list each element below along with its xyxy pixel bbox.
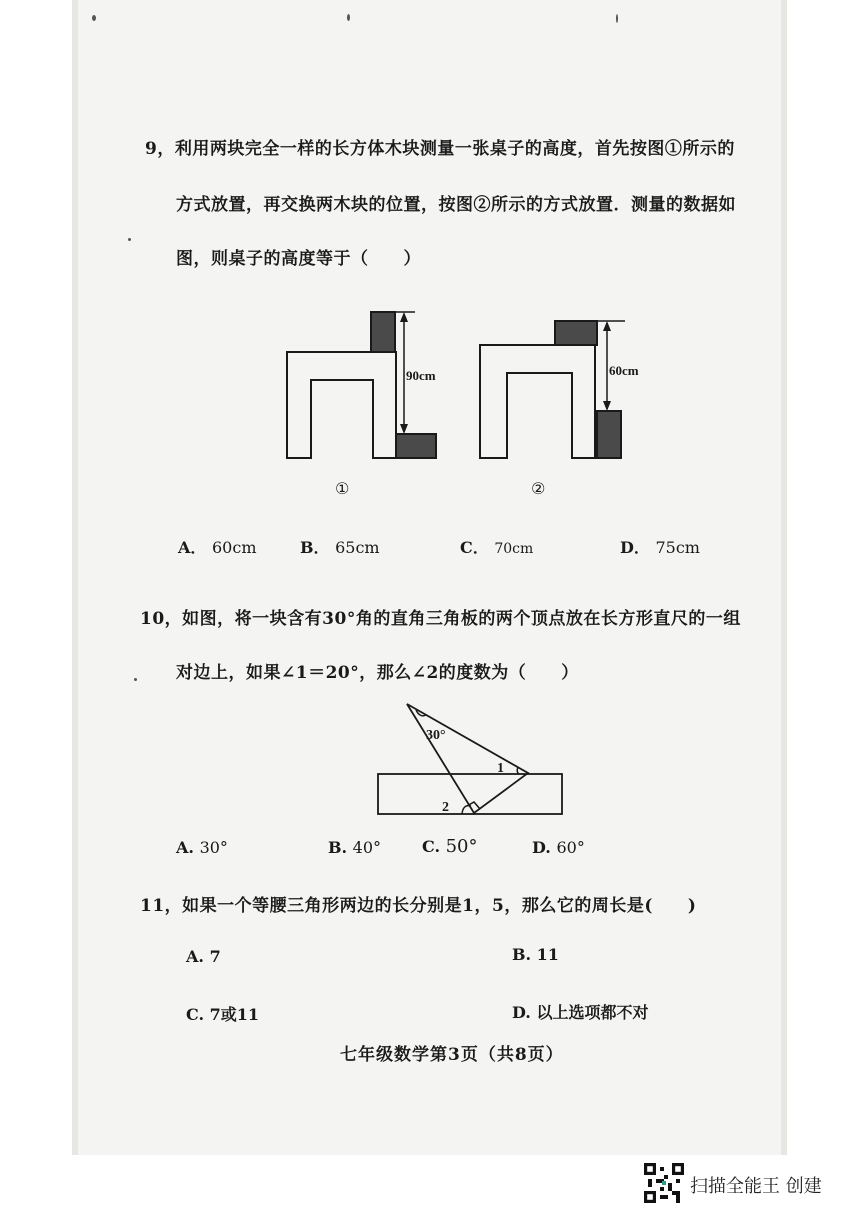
q9-figure (275, 300, 665, 510)
page-footer: 七年级数学第3页（共8页） (340, 1045, 564, 1065)
q10-option-b: B. 40° (328, 838, 382, 857)
fig1-arrowhead-up (400, 312, 408, 322)
angle-30-label: 30° (426, 728, 446, 743)
q11-option-a: A. 7 (186, 947, 221, 966)
scan-speck (616, 14, 618, 23)
fig2-arrowhead-up (603, 321, 611, 331)
qr-code-icon (644, 1163, 684, 1203)
fig1-block-bottom (396, 434, 436, 458)
fig1-arrowhead-down (400, 424, 408, 434)
fig1-block-top (371, 312, 395, 352)
page-edge-left (72, 0, 78, 1155)
q9-option-b: B． 65cm (300, 538, 380, 557)
set-square (407, 704, 528, 813)
fig1-label: ① (335, 479, 350, 498)
fig2-label: ② (531, 479, 546, 498)
fig2-measure-label: 60cm (609, 363, 639, 378)
q9-option-a: A． 60cm (178, 538, 257, 557)
scan-speck (92, 15, 96, 21)
q9-option-d: D． 75cm (620, 538, 700, 557)
q10-option-d: D. 60° (532, 838, 585, 857)
q11-option-d: D. 以上选项都不对 (512, 1003, 649, 1022)
q9-option-c: C． 70cm (460, 538, 534, 557)
page-edge-right (781, 0, 787, 1155)
fig2-block-top (555, 321, 597, 345)
fig1-table (287, 352, 396, 458)
q11-text-line1: 11，如果一个等腰三角形两边的长分别是1，5，那么它的周长是( ) (140, 896, 697, 916)
fig2-table (480, 345, 595, 458)
q9-text-line3: 图，则桌子的高度等于（ ） (176, 249, 421, 269)
scan-speck (134, 678, 137, 681)
scanned-page (72, 0, 787, 1155)
scan-speck (128, 238, 131, 241)
fig2-arrowhead-down (603, 401, 611, 411)
q10-option-a: A. 30° (176, 838, 228, 857)
q9-text-line1: 9，利用两块完全一样的长方体木块测量一张桌子的高度，首先按图①所示的 (145, 139, 735, 159)
q11-option-c: C. 7或11 (186, 1005, 260, 1024)
angle-1-label: 1 (497, 761, 504, 776)
scan-speck (347, 14, 350, 21)
scanner-watermark: 扫描全能王 创建 (690, 1176, 822, 1197)
fig1-measure-label: 90cm (406, 368, 436, 383)
q10-text-line2: 对边上，如果∠1＝20°，那么∠2的度数为（ ） (176, 663, 579, 683)
q10-option-c: C. 50° (422, 836, 478, 857)
fig2-block-bottom (597, 411, 621, 458)
q10-figure (370, 698, 570, 820)
q10-text-line1: 10，如图，将一块含有30°角的直角三角板的两个顶点放在长方形直尺的一组 (140, 609, 741, 629)
q9-text-line2: 方式放置，再交换两木块的位置，按图②所示的方式放置．测量的数据如 (176, 195, 736, 215)
q11-option-b: B. 11 (512, 945, 559, 964)
angle-2-label: 2 (442, 800, 449, 815)
